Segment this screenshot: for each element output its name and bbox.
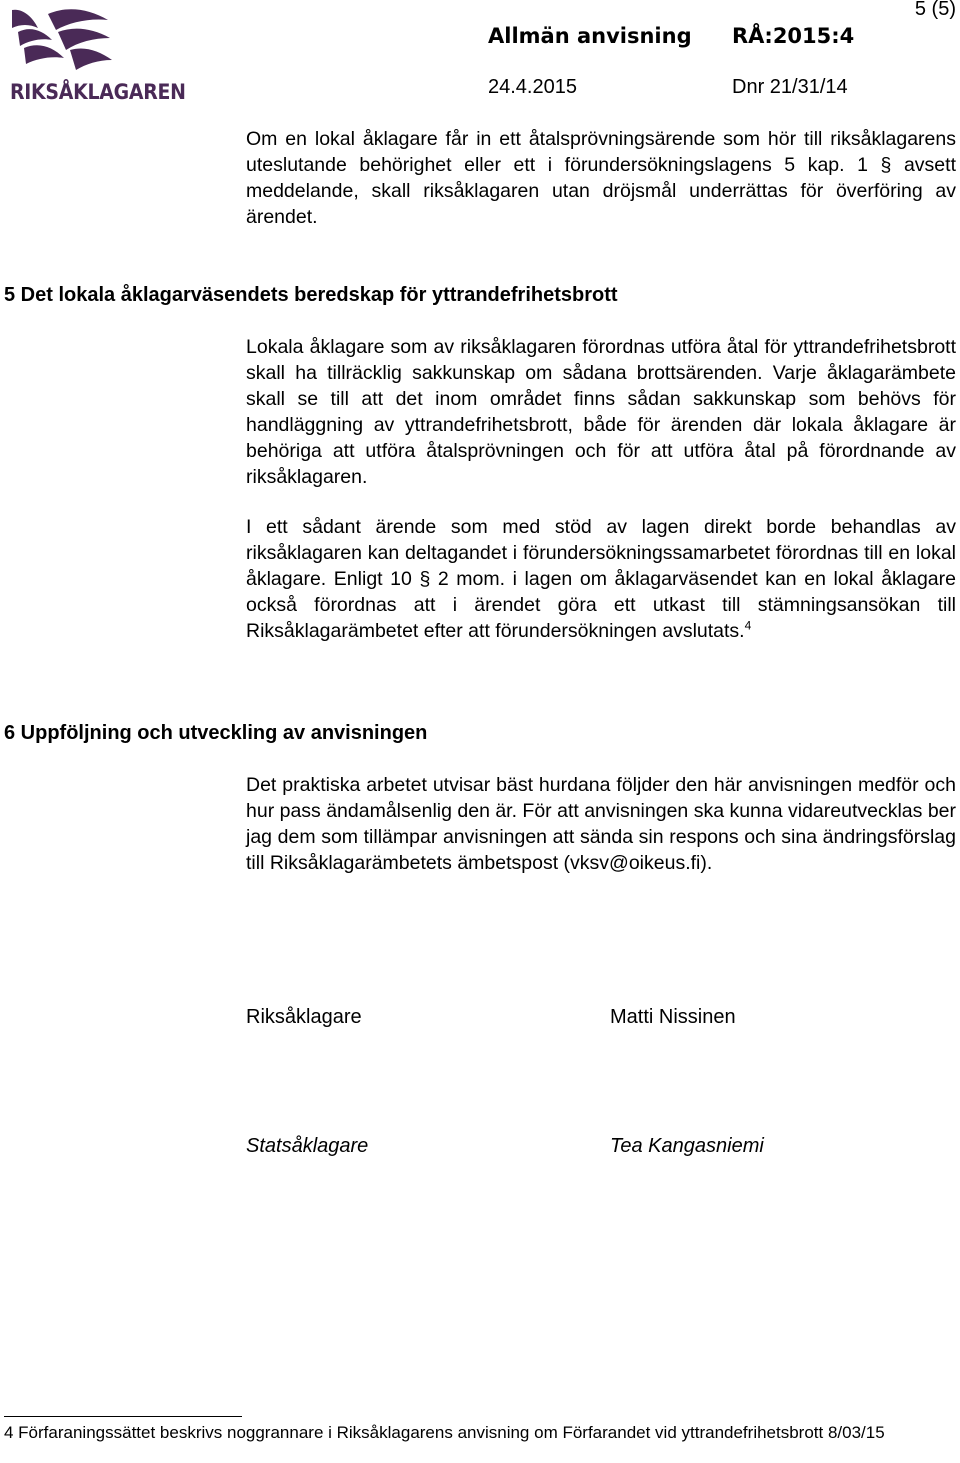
document-date: 24.4.2015	[488, 76, 577, 98]
section-6-heading: 6 Uppföljning och utveckling av anvisningen	[4, 722, 428, 744]
section-6-paragraph: Det praktiska arbetet utvisar bäst hurdana följder den här anvisningen medför och hur pass ändamålsenlig den är. För att anvisningen ska kunna vidareutvecklas ber jag dem som tillämpar anvisningen att sända sin respons och sina ändringsförslag till Riksåklagarämbetets ämbetspost (vksv@oikeus.fi).	[246, 774, 956, 874]
document-code: RÅ:2015:4	[732, 24, 855, 48]
signature-title-2: Statsåklagare	[246, 1135, 369, 1157]
section-5-paragraph-1: Lokala åklagare som av riksåklagaren förordnas utföra åtal för yttrandefrihetsbrott skall ha tillräcklig sakkunskap om sådana brottsärenden. Varje åklagarämbete skall se till att det inom området finns sådan sakkunskap som behövs för handläggning av yttrandefrihetsbrott, både för ärenden där lokala åklagare är behöriga att utföra åtalsprövningen och för att utföra åtal på förordnande av riksåklagaren.	[246, 336, 956, 488]
intro-paragraph: Om en lokal åklagare får in ett åtalsprövningsärende som hör till riksåklagarens uteslutande behörighet eller ett i förundersökningslagens 5 kap. 1 § avsett meddelande, skall riksåklagaren utan dröjsmål underrättas för överföring av ärendet.	[246, 128, 956, 228]
signature-name-2: Tea Kangasniemi	[610, 1135, 764, 1157]
signature-name-1: Matti Nissinen	[610, 1006, 736, 1028]
section-5-heading: 5 Det lokala åklagarväsendets beredskap för yttrandefrihetsbrott	[4, 284, 618, 306]
signature-title-1: Riksåklagare	[246, 1006, 362, 1028]
footnote-text: 4 Förfaraningssättet beskrivs noggrannare i Riksåklagarens anvisning om Förfarandet vid yttrandefrihetsbrott 8/03/15	[4, 1423, 885, 1442]
section-5-paragraph-2	[246, 514, 956, 644]
riksaklagaren-logo	[8, 6, 186, 104]
logo-emblem-icon	[8, 6, 118, 76]
footnote-divider	[4, 1416, 242, 1417]
page-number: 5 (5)	[914, 0, 956, 20]
section-5-paragraph-2-text: I ett sådant ärende som med stöd av lagen direkt borde behandlas av riksåklagaren kan deltagandet i förundersökningssamarbetet förordnas till en lokal åklagare. Enligt 10 § 2 mom. i lagen om åklagarväsendet kan en lokal åklagare också förordnas att i ärendet göra ett utkast till stämningsansökan till Riksåklagarämbetet efter att förundersökningen avslutats.	[246, 516, 956, 642]
document-type: Allmän anvisning	[488, 24, 692, 48]
diary-number: Dnr 21/31/14	[732, 76, 848, 98]
footnote-reference: 4	[744, 618, 752, 633]
logo-wordmark: RIKSÅKLAGAREN	[10, 80, 186, 104]
